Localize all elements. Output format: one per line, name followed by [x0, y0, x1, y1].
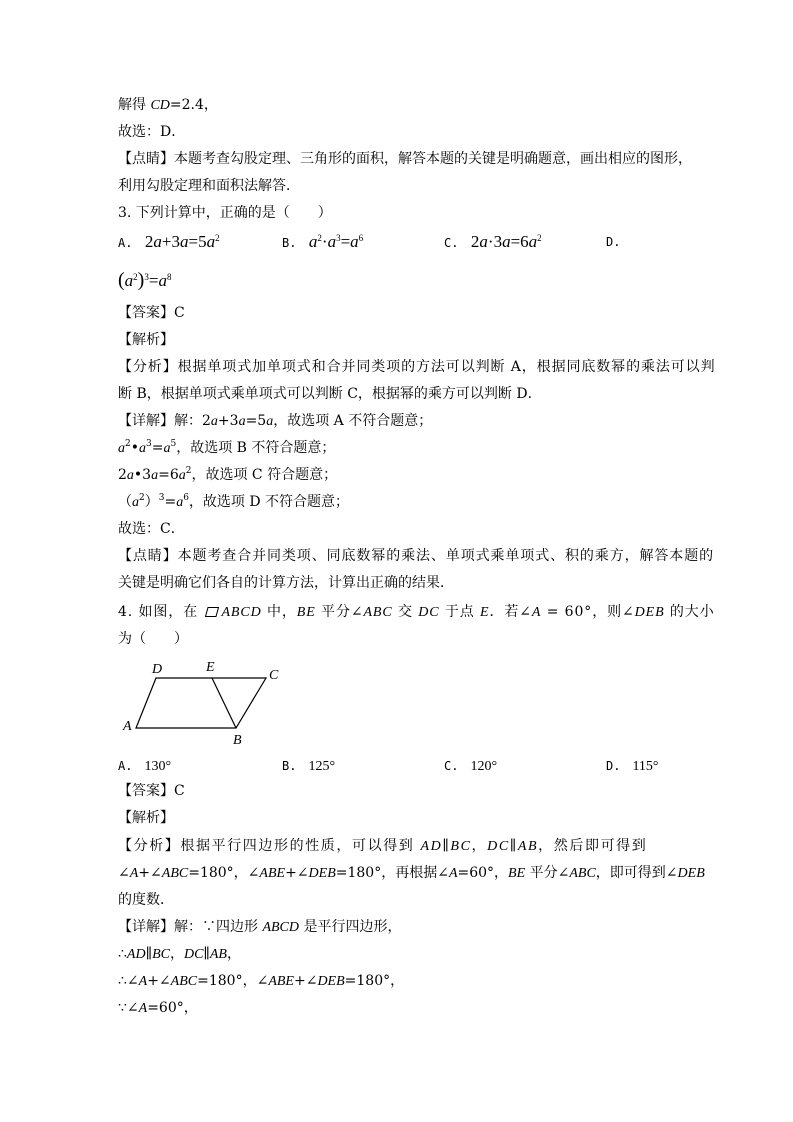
parallelogram-abcd — [136, 678, 266, 728]
parallelogram-figure — [118, 656, 288, 748]
question-4-cont: 为（ ） — [118, 631, 188, 647]
analysis-tag-3: 【解析】 — [118, 332, 174, 348]
choice-line-c: 故选：C． — [118, 521, 185, 537]
comment-3-line1: 【点睛】本题考查合并同类项、同底数幂的乘法、单项式乘单项式、积的乘方，解答本题的 — [118, 548, 715, 564]
label-e: E — [206, 660, 215, 675]
question-3: 3. 下列计算中，正确的是（ ） — [118, 205, 332, 221]
option-4a: A. 130° — [118, 759, 172, 774]
parallelogram-icon — [205, 607, 219, 617]
label-a: A — [123, 719, 132, 734]
fenxi-4-line2: ∠A+∠ABC=180°，∠ABE+∠DEB=180°，再根据∠A=60°，BE 平分∠ABC，即可得到∠DEB — [118, 865, 705, 881]
detail-3-line1: 【详解】解：2a+3a=5a，故选项 A 不符合题意； — [118, 413, 433, 429]
option-3d-label: D. — [606, 235, 621, 249]
comment-line-cont: 利用勾股定理和面积法解答． — [118, 178, 300, 194]
option-4b: B. 125° — [282, 759, 336, 774]
fenxi-3-line2: 断 B，根据单项式乘单项式可以判断 C，根据幂的乘方可以判断 D． — [118, 386, 542, 402]
analysis-tag-4: 【解析】 — [118, 810, 174, 826]
detail-3-line2: $a^2•a^3=a^5$，故选项 B 不符合题意； — [118, 439, 336, 456]
detail-4-line4: ∵∠A=60°， — [118, 1000, 198, 1016]
fenxi-3-line1: 【分析】根据单项式加单项式和合并同类项的方法可以判断 A，根据同底数幂的乘法可以判 — [118, 359, 716, 375]
detail-4-line3: ∴∠A+∠ABC=180°，∠ABE+∠DEB=180°， — [118, 973, 405, 989]
detail-3-line4: $(a^2)^3=a^6$，故选项 D 不符合题意； — [118, 493, 350, 510]
segment-be — [212, 678, 236, 728]
answer-3: 【答案】C — [118, 305, 185, 321]
detail-4-line2: ∴AD∥BC，DC∥AB， — [118, 946, 241, 962]
option-3a: A. $2a+3a=5a^2$ — [118, 232, 220, 251]
comment-3-line2: 关键是明确它们各自的计算方法，计算出正确的结果． — [118, 575, 454, 591]
question-4: 4. 如图，在 ABCD 中，BE 平分∠ABC 交 DC 于点 E．若∠A = 60°，则∠DEB 的大小 — [118, 604, 715, 620]
choice-line-d: 故选：D． — [118, 124, 186, 140]
label-d: D — [152, 662, 163, 677]
option-3b: B. $a^2\cdot a^3=a^6$ — [282, 232, 364, 251]
solution-line-cd: 解得 CD=2.4， — [118, 97, 218, 113]
option-3d-expr: $(a^2)^3=a^8$ — [118, 269, 172, 291]
option-3c: C. $2a\cdot 3a=6a^2$ — [444, 232, 542, 251]
detail-4-line1: 【详解】解：∵四边形 ABCD 是平行四边形， — [118, 919, 402, 935]
answer-tag: 【答案】 — [118, 305, 174, 321]
label-b: B — [233, 733, 242, 748]
fenxi-4-line3: 的度数． — [118, 892, 174, 908]
label-c: C — [269, 668, 279, 683]
option-4d: D. 115° — [606, 759, 659, 774]
detail-3-line3: $2a•3a=6a^2$，故选项 C 符合题意； — [118, 466, 338, 483]
answer-4: 【答案】C — [118, 783, 185, 799]
option-4c: C. 120° — [444, 759, 498, 774]
fenxi-4-line1: 【分析】根据平行四边形的性质，可以得到 AD∥BC，DC∥AB，然后即可得到 — [118, 838, 648, 854]
comment-tag: 【点睛】 — [118, 151, 174, 167]
comment-line: 【点睛】本题考查勾股定理、三角形的面积，解答本题的关键是明确题意，画出相应的图形， — [118, 151, 692, 167]
